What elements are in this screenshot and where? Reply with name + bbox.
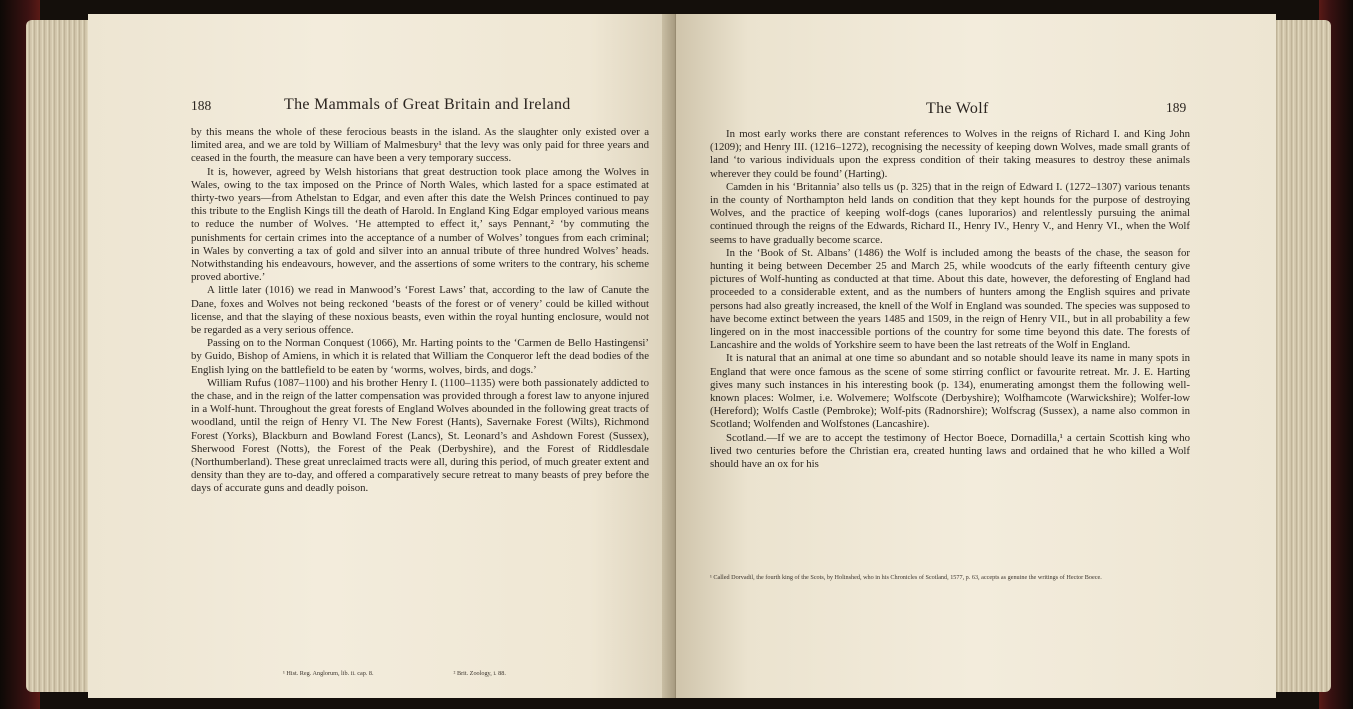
right-footnote-1: ¹ Called Dorvadil, the fourth king of the Scots, by Holinshed, who in his Chronicles of Scotland, 1577, p. 63, accepts as genuine the writings of Hector Boece.	[710, 574, 1102, 581]
right-paragraph: Camden in his ‘Britannia’ also tells us (p. 325) that in the reign of Edward I. (1272–1307) various tenants in the county of Northampton held lands on condition that they kept hounds for the purpose of destroying Wolves, and the practice of keeping wolf-dogs (canes luporarios) and relentlessly pursuing the animal continued through the reigns of the Edwards, Richard II., Henry IV., Henry V., and Henry VI., when the Wolf seems to have gradually become scarce.	[710, 180, 1190, 246]
left-paragraph: Passing on to the Norman Conquest (1066), Mr. Harting points to the ‘Carmen de Bello Hastingensi’ by Guido, Bishop of Amiens, in which it is related that William the Conqueror left the dead bodies of the English lying on the battlefield to be eaten by ‘worms, wolves, birds, and dogs.’	[191, 337, 649, 376]
right-page	[676, 14, 1276, 698]
left-paragraph: by this means the whole of these ferocious beasts in the island. As the slaughter only existed over a limited area, and we are told by William of Malmesbury¹ that the levy was only paid for three years and ceased in the fourth, the measure can have been a very temporary success.	[191, 126, 649, 165]
left-paragraph: It is, however, agreed by Welsh historians that great destruction took place among the Wolves in Wales, owing to the tax imposed on the Prince of North Wales, which lasted for a space estimated at thirty-two years—from Athelstan to Edgar, and even after this date the Welsh Princes continued to pay this tribute to the English Kings till the death of Harold. In England King Edgar employed various means to reduce the number of Wolves. ‘He attempted to effect it,’ says Pennant,² ‘by commuting the punishments for certain crimes into the acceptance of a number of Wolves’ tongues from each criminal; in Wales by converting a tax of gold and silver into an annual tribute of three hundred Wolves’ heads. Notwithstanding his endeavours, however, and the assertions of some writers to the contrary, his scheme proved abortive.’	[191, 165, 649, 284]
right-paragraph: Scotland.—If we are to accept the testimony of Hector Boece, Dornadilla,¹ a certain Scottish king who lived two centuries before the Christian era, created hunting laws and ordained that he who killed a Wolf should have an ox for his	[710, 431, 1190, 471]
page-edges-left	[26, 20, 90, 692]
left-body-text	[191, 126, 649, 496]
left-page	[88, 14, 678, 698]
left-paragraph: William Rufus (1087–1100) and his brother Henry I. (1100–1135) were both passionately addicted to the chase, and in the reign of the latter compensation was provided through a forest law to anyone injured in a Wolf-hunt. Throughout the great forests of England Wolves abounded in the following great tracts of woodland, until the reign of Henry VI. The New Forest (Hants), Savernake Forest (Wilts), Richmond Forest (Yorks), Blackburn and Bowland Forest (Lancs), St. Leonard’s and Ashdown Forest (Sussex), Sherwood Forest (Notts), the Forest of the Peak (Derbyshire), and the Forest of Riddlesdale (Northumberland). These great unreclaimed tracts were all, during this period, of much greater extent and density than they are to-day, and offered a comparatively secure retreat to many beasts of prey before the days of accurate guns and deadly poison.	[191, 376, 649, 495]
right-paragraph: In the ‘Book of St. Albans’ (1486) the Wolf is included among the beasts of the chase, the season for hunting it being between December 25 and March 25, while woodcuts of the early fifteenth century give pictures of Wolf-hunting as conducted at that time. About this date, however, the deforesting of England had proceeded to a considerable extent, and as the numbers of hunters among the English squires and private persons had also greatly increased, the knell of the Wolf in England was sounded. The species was supposed to have become extinct between the years 1485 and 1509, in the reign of Henry VII., but in all probability a few lingered on in the most inaccessible portions of the country for some time beyond this date. The forests of Lancashire and the wolds of Yorkshire seem to have been the last retreats of the Wolf in England.	[710, 246, 1190, 352]
right-body-text	[710, 128, 1190, 471]
left-running-head: The Mammals of Great Britain and Ireland	[284, 96, 571, 113]
right-page-number: 189	[1166, 100, 1187, 115]
left-page-number: 188	[191, 98, 212, 113]
left-footnote-2: ² Brit. Zoology, i. 88.	[453, 670, 506, 677]
left-paragraph: A little later (1016) we read in Manwood’s ‘Forest Laws’ that, according to the law of Canute the Dane, foxes and Wolves not being reckoned ‘beasts of the forest or of venery’ could be killed without license, and that the slaying of these noxious beasts, even within the royal hunting enclosure, would not be regarded as a very serious offence.	[191, 284, 649, 337]
page-edges-right	[1275, 20, 1331, 692]
left-footnote-1: ¹ Hist. Reg. Anglorum, lib. ii. cap. 8.	[283, 670, 374, 677]
right-running-head: The Wolf	[926, 100, 989, 117]
right-paragraph: In most early works there are constant references to Wolves in the reigns of Richard I. and King John (1209); and Henry III. (1216–1272), recognising the necessity of keeping down Wolves, made small grants of land ‘to various individuals upon the express condition of their taking measures to destroy these animals wherever they could be found’ (Harting).	[710, 128, 1190, 180]
right-paragraph: It is natural that an animal at one time so abundant and so notable should leave its name in many spots in England that were once famous as the scene of some stirring conflict or favourite retreat. Mr. J. E. Harting gives many such instances in his interesting book (p. 134), enumerating amongst them the following well-known places: Wolmer, i.e. Wolvemere; Wolfscote (Derbyshire); Wolfhamcote (Warwickshire); Wolfer-low (Hereford); Wolfs Castle (Pembroke); Wolf-pits (Radnorshire); Wolfscrag (Sussex), a name also common in Scotland; Wolfenden and Wolfstones (Lancashire).	[710, 352, 1190, 431]
left-footnotes	[283, 670, 643, 678]
